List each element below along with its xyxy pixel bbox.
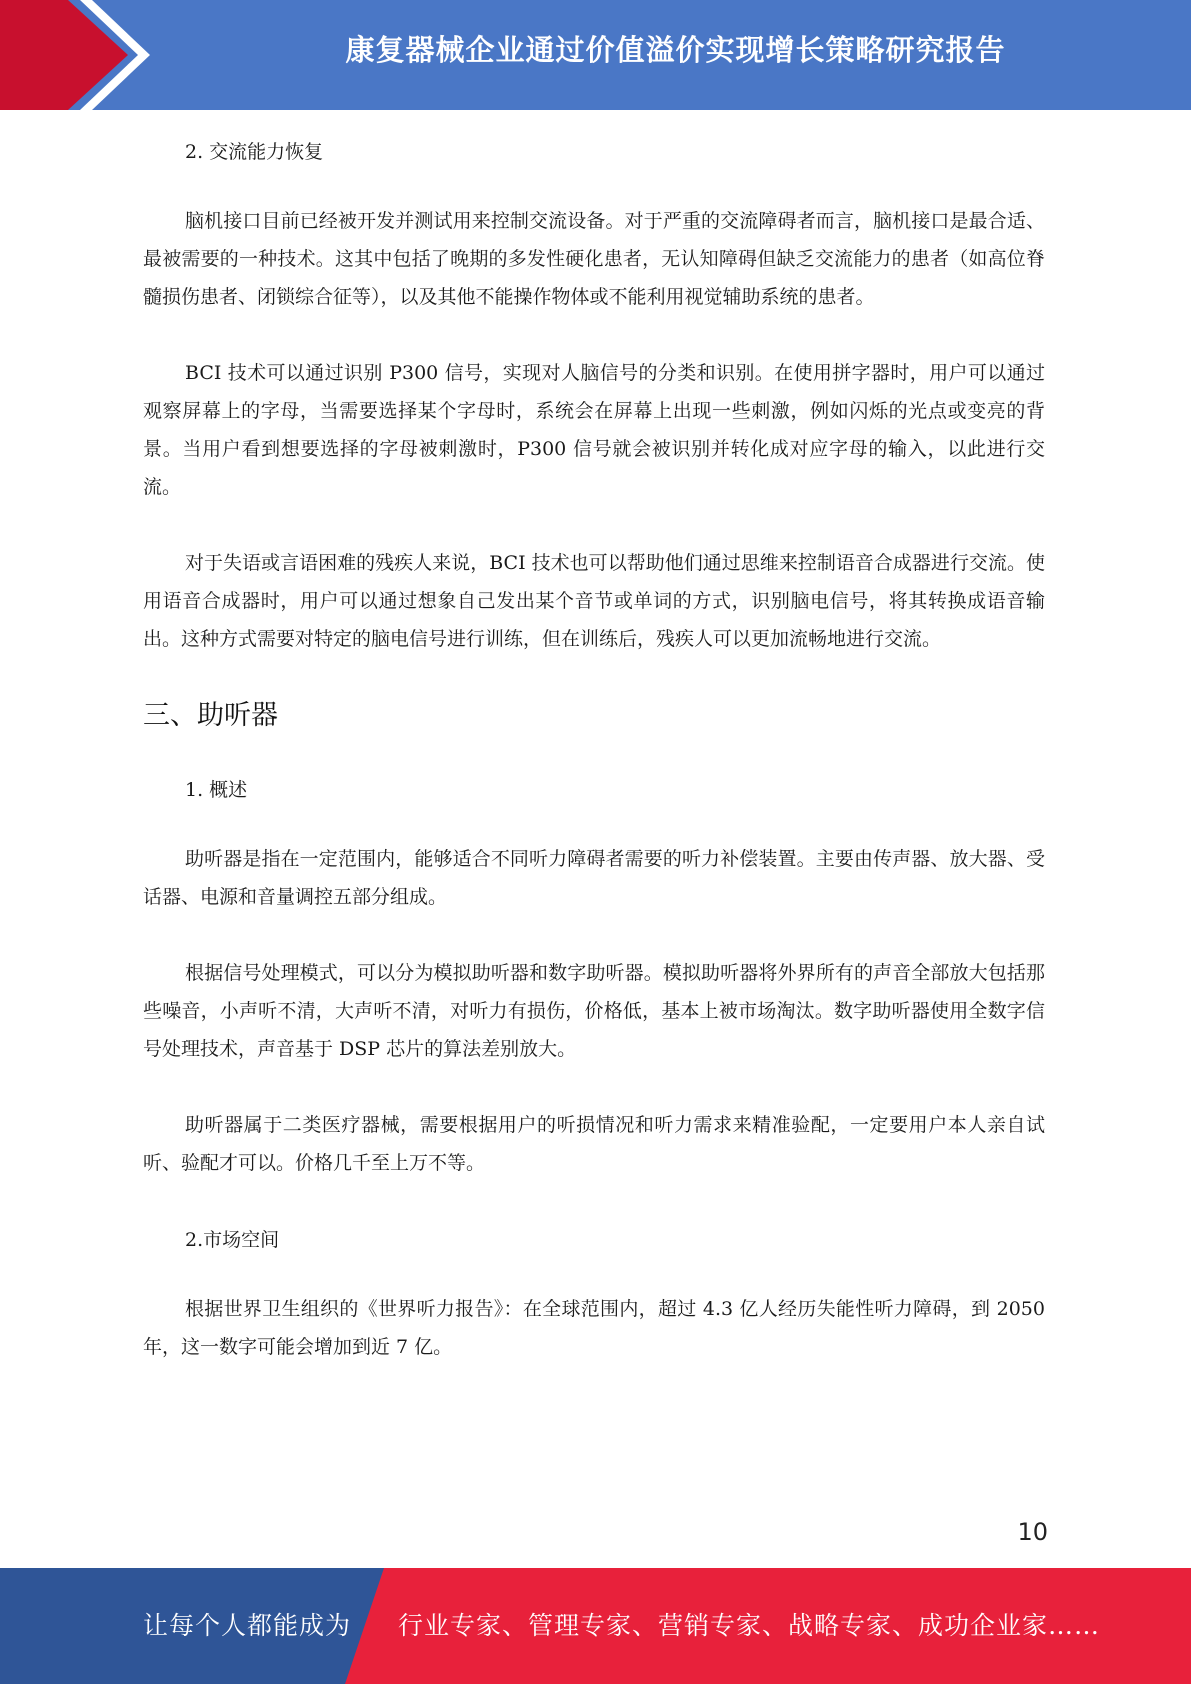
paragraph-bci-communication: 脑机接口目前已经被开发并测试用来控制交流设备。对于严重的交流障碍者而言，脑机接口是最合适、最被需要的一种技术。这其中包括了晚期的多发性硬化患者，无认知障碍但缺乏交流能力的患者（如高位脊髓损伤患者、闭锁综合征等），以及其他不能操作物体或不能利用视觉辅助系统的患者。 [143,210,1045,308]
header-chevron-decoration [0,0,160,110]
footer-slogan-right: 行业专家、管理专家、营销专家、战略专家、成功企业家…… [398,1611,1101,1640]
paragraph-medical-device-class: 助听器属于二类医疗器械，需要根据用户的听损情况和听力需求来精准验配，一定要用户本人亲自试听、验配才可以。价格几千至上万不等。 [143,1114,1045,1174]
paragraph-analog-digital: 根据信号处理模式，可以分为模拟助听器和数字助听器。模拟助听器将外界所有的声音全部放大包括那些噪音，小声听不清，大声听不清，对听力有损伤，价格低，基本上被市场淘汰。数字助听器使用全数字信号处理技术，声音基于 DSP 芯片的算法差别放大。 [143,962,1045,1060]
paragraph-speech-synthesis: 对于失语或言语困难的残疾人来说，BCI 技术也可以帮助他们通过思维来控制语音合成器进行交流。使用语音合成器时，用户可以通过想象自己发出某个音节或单词的方式，识别脑电信号，将其转换成语音输出。这种方式需要对特定的脑电信号进行训练，但在训练后，残疾人可以更加流畅地进行交流。 [143,552,1045,650]
page-footer [0,1568,1191,1684]
subheading-communication: 2. 交流能力恢复 [185,141,324,163]
report-title: 康复器械企业通过价值溢价实现增长策略研究报告 [345,33,1006,67]
section-title-hearing-aid: 三、助听器 [143,700,278,731]
page-number: 10 [1017,1518,1048,1546]
paragraph-who-report: 根据世界卫生组织的《世界听力报告》：在全球范围内，超过 4.3 亿人经历失能性听力障碍，到 2050 年，这一数字可能会增加到近 7 亿。 [143,1298,1045,1358]
page-content [143,132,1045,1404]
paragraph-p300: BCI 技术可以通过识别 P300 信号，实现对人脑信号的分类和识别。在使用拼字器时，用户可以通过观察屏幕上的字母，当需要选择某个字母时，系统会在屏幕上出现一些刺激，例如闪烁的光点或变亮的背景。当用户看到想要选择的字母被刺激时，P300 信号就会被识别并转化成对应字母的输入，以此进行交流。 [143,362,1045,498]
subheading-overview: 1. 概述 [185,779,248,801]
paragraph-hearing-aid-definition: 助听器是指在一定范围内，能够适合不同听力障碍者需要的听力补偿装置。主要由传声器、放大器、受话器、电源和音量调控五部分组成。 [143,848,1045,908]
footer-slogan-left: 让每个人都能成为 [143,1611,352,1640]
page-header [0,0,1191,110]
subheading-market-space: 2.市场空间 [185,1229,280,1251]
